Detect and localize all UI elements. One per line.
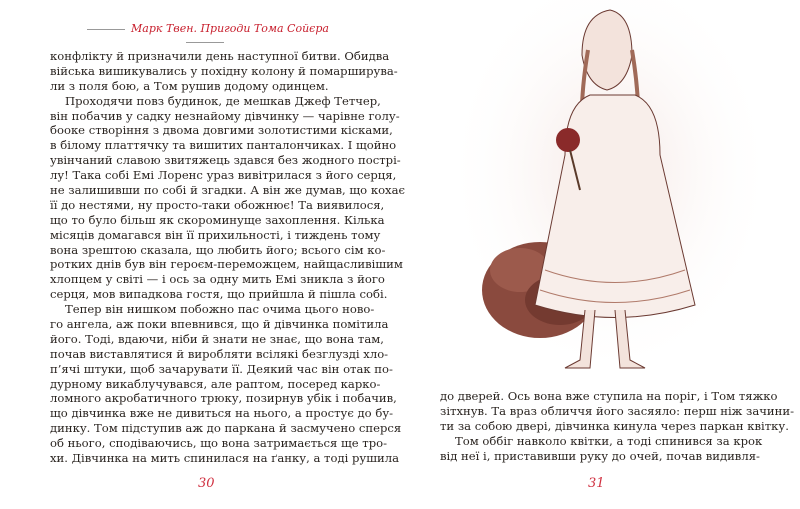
text-line: що то було більш як скороминуще захоплення. Кілька [50,212,385,227]
girl-with-flower-illustration [460,0,760,380]
text-line: ротких днів був він героєм-переможцем, найщасливішим [50,257,403,272]
text-line: дурному викаблучувався, але раптом, посеред карко- [50,376,381,391]
text-line: війська вишикувались у похідну колону й помарширува- [50,63,398,78]
text-line: вона зрештою сказала, що любить його; всього сім ко- [50,242,386,257]
body-text [50,49,405,466]
text-line: його. Тоді, вдаючи, ніби й знати не знає, що вона там, [50,331,384,346]
text-line: лу! Така собі Емі Лоренс ураз вивітрилася з його серця, [50,168,397,183]
text-line: увінчаний славою звитяжець здався без жодного пострі- [50,153,401,168]
text-line: Проходячи повз будинок, де мешкав Джеф Тетчер, [65,93,381,108]
page-number: 31 [588,476,605,491]
text-line: серця, мов випадкова гостя, що прийшла й пішла собі. [50,287,388,302]
text-line: ти за собою двері, дівчинка кинула через паркан квітку. [440,418,789,433]
text-line: в білому платтячку та вишитих панталончиках. І щойно [50,138,397,153]
text-line: динку. Том підступив аж до паркана й засмучено сперся [50,421,402,436]
text-line: почав виставлятися й виробляти всілякі безглузді хло- [50,346,389,361]
text-line: що дівчинка вже не дивиться на нього, а простує до бу- [50,406,394,421]
header-rule [186,42,224,43]
text-line: він побачив у садку незнайому дівчинку — чарівне голу- [50,108,400,123]
text-line: ломного акробатичного трюку, позирнув убік і побачив, [50,391,397,406]
running-header-text: Марк Твен. Пригоди Тома Сойєра [131,22,329,35]
right-page [400,0,800,509]
text-line: п’ячі штуки, щоб зачарувати її. Деякий час він отак по- [50,361,393,376]
text-line: її до нестями, ну просто-таки обожнює! Та виявилося, [50,197,385,212]
text-line: об нього, сподіваючись, що вона затримається ще тро- [50,436,388,451]
body-text [440,389,795,463]
text-line: не залишивши по собі й згадки. А він же думав, що кохає [50,183,405,198]
text-line: Тепер він нишком побожно пас очима цього ново- [65,302,375,317]
page-number: 30 [198,476,215,491]
text-line: конфлікту й призначили день наступної битви. Обидва [50,49,390,63]
text-line: зітхнув. Та враз обличчя його засяяло: перш ніж зачини- [440,403,795,418]
text-line: від неї і, приставивши руку до очей, почав видивля- [440,448,760,463]
text-line: хи. Дівчинка на мить спинилася на ґанку, а тоді рушила [50,451,399,466]
running-header [70,22,340,48]
text-line: ли з поля бою, а Том рушив додому одинцем. [50,78,329,93]
text-line: го ангела, аж поки впевнився, що й дівчинка помітила [50,317,389,332]
text-line: місяців домагався він її прихильності, і тиждень тому [50,227,381,242]
header-rule [87,29,125,30]
text-line: хлопцем у світі — і ось за одну мить Емі зникла з його [50,272,385,287]
text-line: до дверей. Ось вона вже ступила на поріг, і Том тяжко [440,389,778,403]
text-line: Том оббіг навколо квітки, а тоді спинився за крок [455,433,763,448]
text-line: бооке створіння з двома довгими золотистими кісками, [50,123,393,138]
